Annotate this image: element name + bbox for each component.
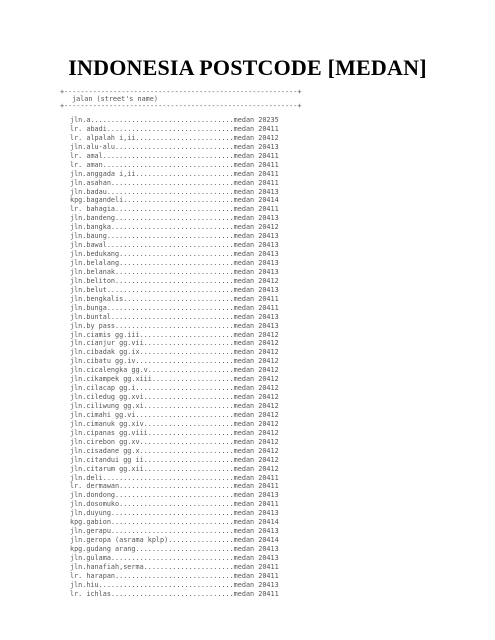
table-header-border: +---------------------------------------------------------+ (60, 102, 302, 110)
list-item: jln.cicalengka gg.v.....................medan 20412 (70, 366, 279, 375)
list-item: lr. amal................................medan 20411 (70, 151, 279, 160)
list-item: jln.belut...............................medan 20413 (70, 285, 279, 294)
list-item: lr. aman................................medan 20411 (70, 160, 279, 169)
list-item: jln.citandui gg ii......................medan 20412 (70, 455, 279, 464)
list-item: jln.badau...............................medan 20413 (70, 187, 279, 196)
list-item: jln.cikampek gg.xiii....................medan 20412 (70, 375, 279, 384)
list-item: jln.belanak.............................medan 20413 (70, 267, 279, 276)
list-item: jln.deli................................medan 20411 (70, 473, 279, 482)
list-item: kpg.gabion..............................medan 20414 (70, 518, 279, 527)
list-item: kpg.bagandeli...........................medan 20414 (70, 196, 279, 205)
list-item: jln.a...................................medan 20235 (70, 116, 279, 124)
list-item: jln.belalang............................medan 20413 (70, 259, 279, 267)
list-item: jln.cipanas gg.viii.....................medan 20412 (70, 428, 279, 437)
list-item: jln.cirebon gg.xv.......................medan 20412 (70, 437, 279, 446)
list-item: jln.cisadane gg.x.......................medan 20412 (70, 446, 279, 455)
list-item: jln.by pass.............................medan 20413 (70, 321, 279, 330)
list-item: jln.cianjur gg.vii......................medan 20412 (70, 339, 279, 348)
list-item: jln.alu-alu.............................medan 20413 (70, 142, 279, 151)
list-item: jln.buntal..............................medan 20413 (70, 312, 279, 321)
list-item: lr. dermawan............................medan 20411 (70, 482, 279, 491)
list-item: jln.ciamis gg.iii.......................medan 20412 (70, 330, 279, 339)
list-item: jln.cimanuk gg.xiv......................medan 20412 (70, 419, 279, 428)
list-item: lr. ichlas..............................medan 20411 (70, 589, 279, 598)
list-item: kpg.gudang arang........................medan 20413 (70, 545, 279, 553)
list-item: jln.baung...............................medan 20413 (70, 232, 279, 241)
table-top-border: +---------------------------------------------------------+ (60, 88, 302, 96)
page-title: INDONESIA POSTCODE [MEDAN] (68, 55, 427, 80)
postcode-list (70, 116, 279, 599)
list-item: jln.dosomuko............................medan 20411 (70, 500, 279, 509)
list-item: jln.bangka..............................medan 20412 (70, 223, 279, 232)
list-item: jln.bedukang............................medan 20413 (70, 250, 279, 259)
list-item: jln.beliton.............................medan 20412 (70, 276, 279, 285)
column-header: jalan (street's name) (72, 95, 158, 103)
list-item: jln.hanafiah,serma......................medan 20411 (70, 562, 279, 571)
list-item: jln.ciledug gg.xvi......................medan 20412 (70, 393, 279, 402)
list-item: jln.bunga...............................medan 20411 (70, 303, 279, 312)
list-item: jln.duyung..............................medan 20413 (70, 509, 279, 518)
list-item: lr. harapan.............................medan 20411 (70, 571, 279, 580)
list-item: jln.gulama..............................medan 20413 (70, 553, 279, 562)
list-item: jln.cilacap gg.i........................medan 20412 (70, 384, 279, 393)
list-item: jln.cibatu gg.iv........................medan 20412 (70, 357, 279, 366)
list-item: jln.bawal...............................medan 20413 (70, 241, 279, 250)
list-item: jln.cimahi gg.vi........................medan 20412 (70, 410, 279, 419)
list-item: lr. bahagia.............................medan 20411 (70, 205, 279, 214)
list-item: jln.hiu.................................medan 20413 (70, 580, 279, 589)
list-item: lr. alpalah i,ii........................medan 20412 (70, 133, 279, 142)
list-item: jln.bandeng.............................medan 20413 (70, 214, 279, 223)
list-item: jln.asahan..............................medan 20411 (70, 178, 279, 187)
list-item: lr. abadi...............................medan 20411 (70, 124, 279, 133)
list-item: jln.dondong.............................medan 20413 (70, 491, 279, 500)
list-item: jln.cibadak gg.ix.......................medan 20412 (70, 348, 279, 357)
list-item: jln.citarum gg.xii......................medan 20412 (70, 464, 279, 473)
list-item: jln.ciliwung gg.xi......................medan 20412 (70, 402, 279, 410)
list-item: jln.geropa (asrama kplp)................medan 20414 (70, 536, 279, 545)
list-item: jln.bengkalis...........................medan 20411 (70, 294, 279, 303)
list-item: jln.anggada i,ii........................medan 20411 (70, 169, 279, 178)
list-item: jln.gerapu..............................medan 20413 (70, 527, 279, 536)
